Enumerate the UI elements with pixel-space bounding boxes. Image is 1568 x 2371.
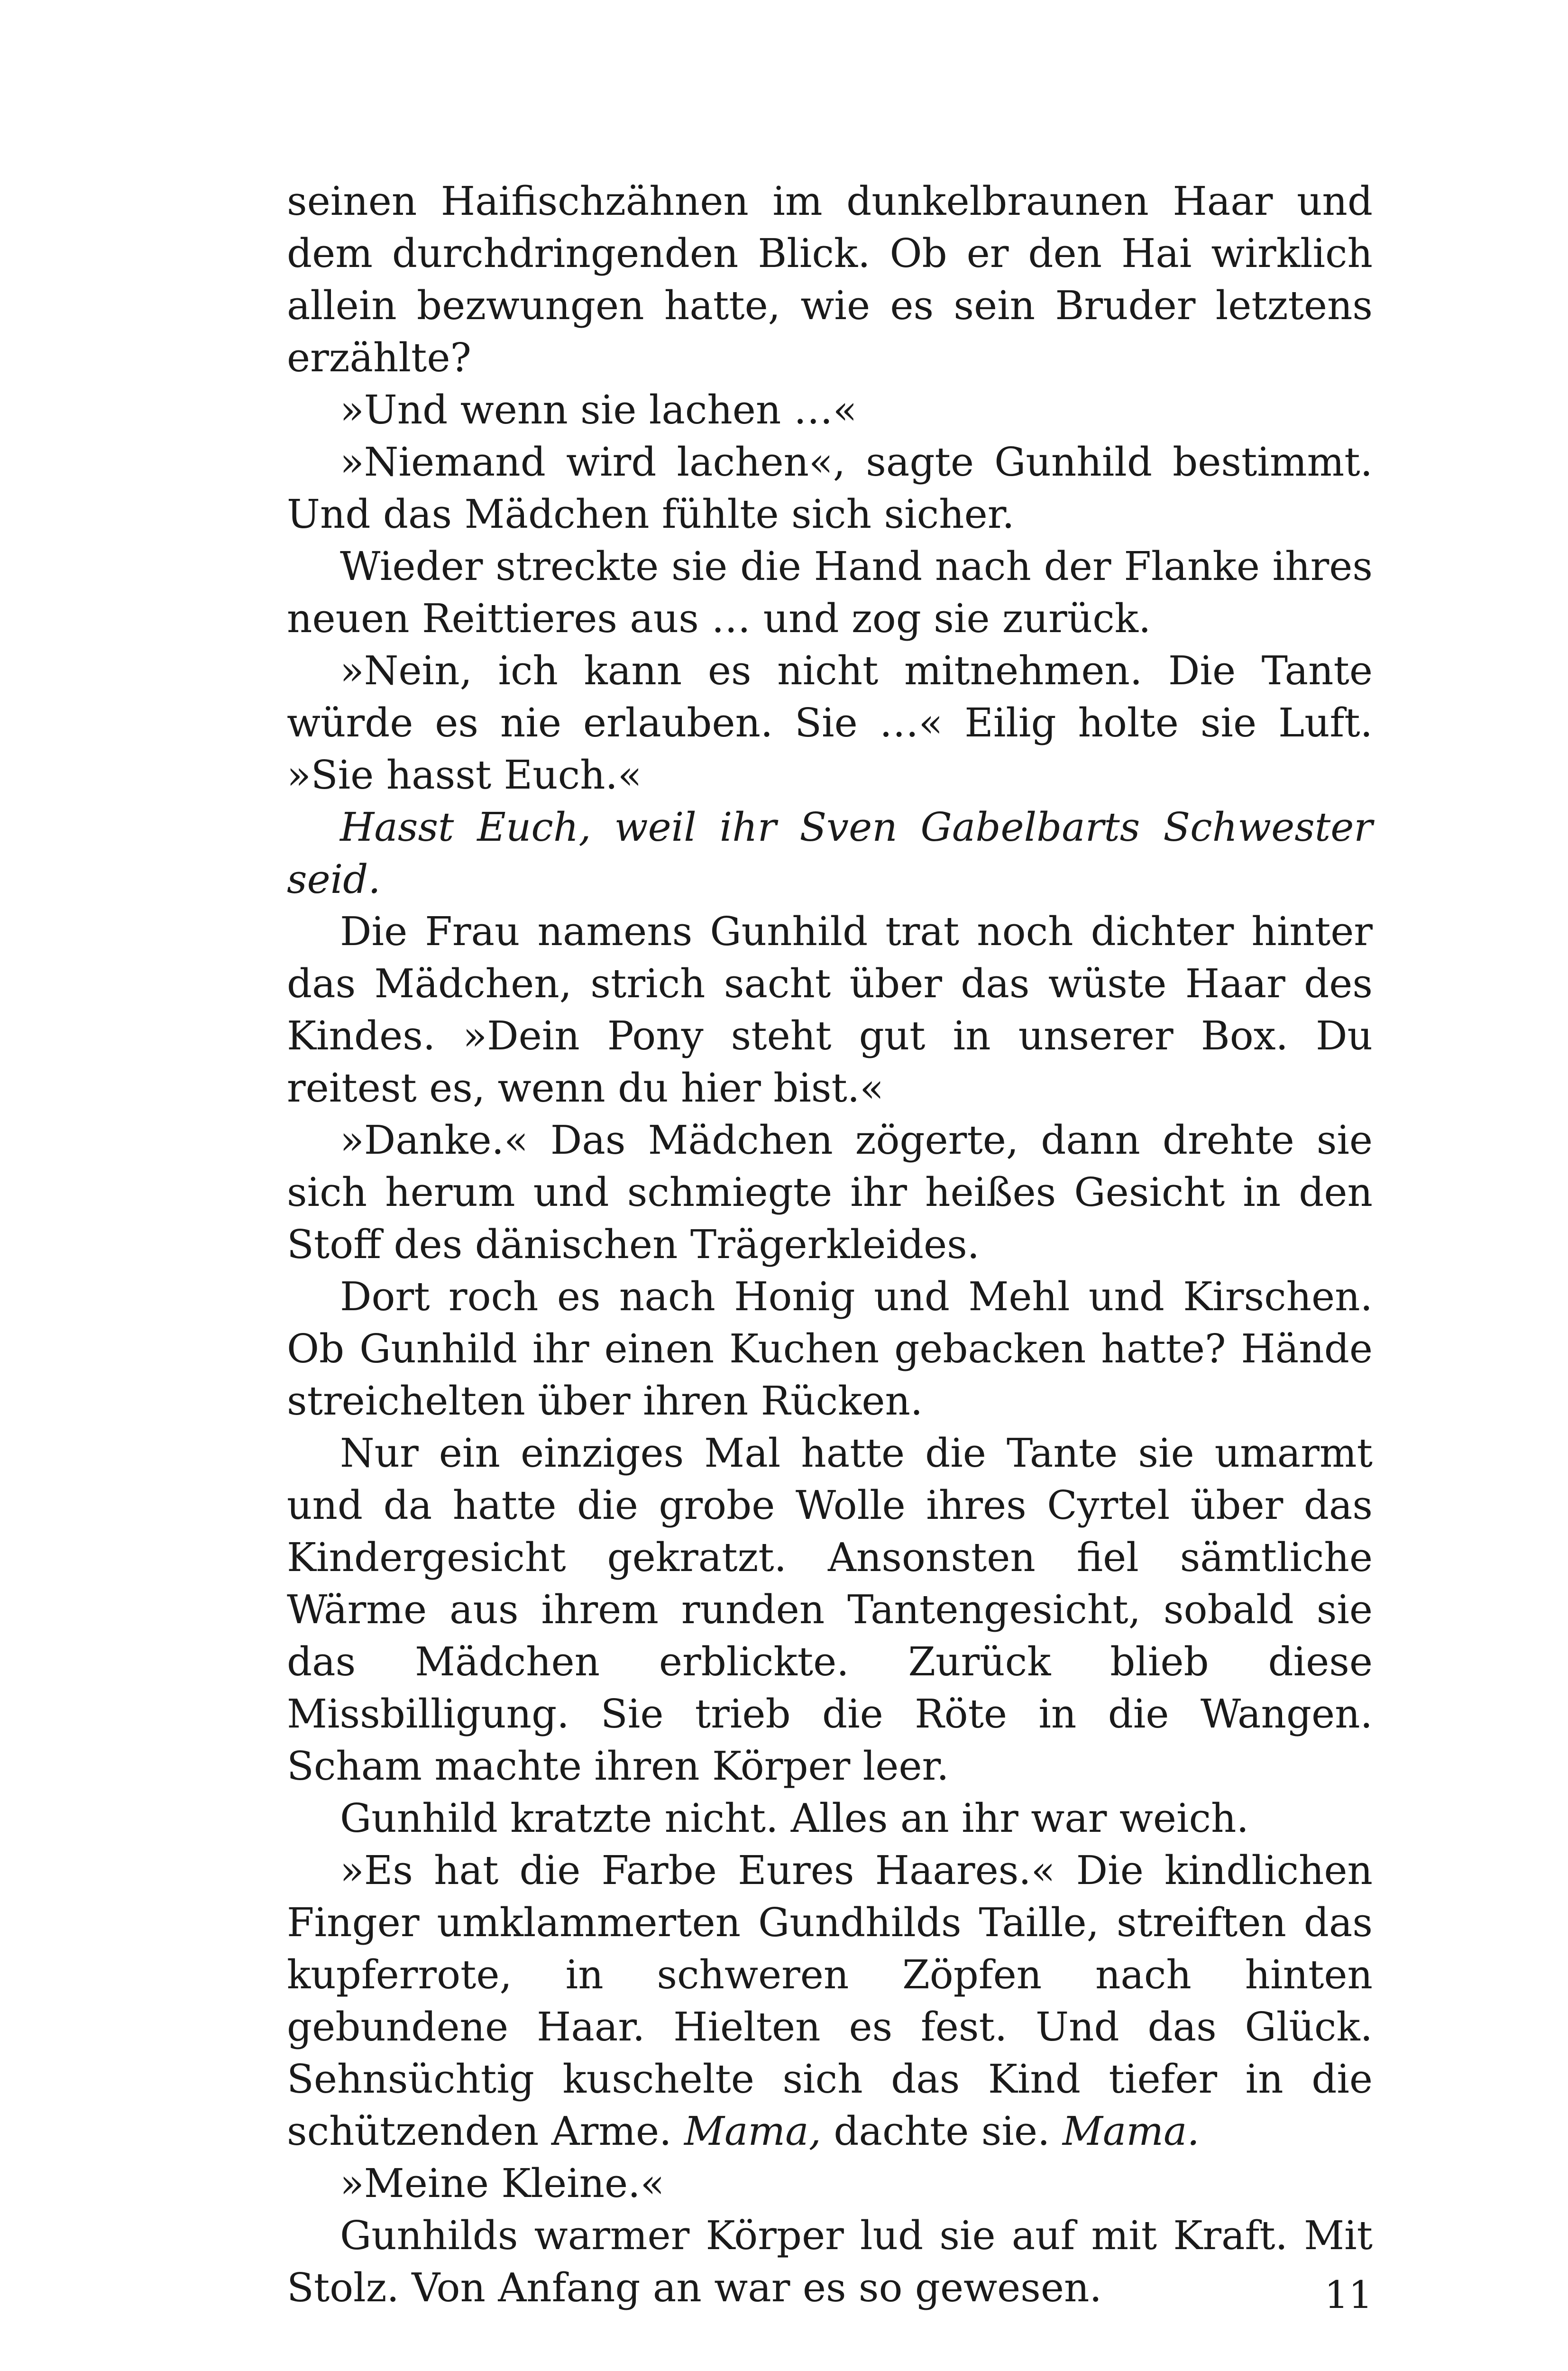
paragraph: Gunhilds warmer Körper lud sie auf mit Kraft. Mit Stolz. Von Anfang an war es so gewesen. [287, 2213, 1373, 2311]
paragraph: Wieder streckte sie die Hand nach der Flanke ihres neuen Reittieres aus … und zog sie zurück. [287, 543, 1373, 642]
body-text [287, 175, 1373, 2314]
paragraph: seinen Haifischzähnen im dunkelbraunen Haar und dem durchdringenden Blick. Ob er den Hai wirklich allein bezwungen hatte, wie es sein Bruder letztens erzählte? [287, 178, 1373, 381]
paragraph-text: dachte sie. [821, 2108, 1063, 2154]
paragraph: Nur ein einziges Mal hatte die Tante sie umarmt und da hatte die grobe Wolle ihres Cyrtel über das Kindergesicht gekratzt. Ansonsten fiel sämtliche Wärme aus ihrem runden Tantengesicht, sobald sie das Mädchen erblickte. Zurück blieb diese Missbilligung. Sie trieb die Röte in die Wangen. Scham machte ihren Körper leer. [287, 1430, 1373, 1789]
paragraph: Gunhild kratzte nicht. Alles an ihr war weich. [340, 1795, 1249, 1841]
paragraph: Dort roch es nach Honig und Mehl und Kirschen. Ob Gunhild ihr einen Kuchen gebacken hatte? Hände streichelten über ihren Rücken. [287, 1274, 1373, 1424]
italic-word: Mama. [1062, 2108, 1200, 2154]
paragraph: »Danke.« Das Mädchen zögerte, dann drehte sie sich herum und schmiegte ihr heißes Gesicht in den Stoff des dänischen Trägerkleides. [287, 1117, 1373, 1268]
paragraph: »Und wenn sie lachen …« [340, 387, 857, 433]
paragraph: »Meine Kleine.« [340, 2160, 665, 2206]
page-number: 11 [1324, 2273, 1373, 2317]
paragraph: Die Frau namens Gunhild trat noch dichter hinter das Mädchen, strich sacht über das wüste Haar des Kindes. »Dein Pony steht gut in unserer Box. Du reitest es, wenn du hier bist.« [287, 909, 1373, 1111]
italic-word: Mama, [684, 2108, 821, 2154]
italic-thought: Hasst Euch, weil ihr Sven Gabelbarts Schwester seid. [287, 804, 1373, 902]
paragraph [287, 1845, 1373, 2158]
paragraph-text: »Es hat die Farbe Eures Haares.« Die kindlichen Finger umklammerten Gundhilds Taille, streiften das kupferrote, in schweren Zöpfen nach hinten gebundene Haar. Hielten es fest. Und das Glück. Sehnsüchtig kuschelte sich das Kind tiefer in die schützenden Arme. [287, 1847, 1373, 2154]
paragraph: »Niemand wird lachen«, sagte Gunhild bestimmt. Und das Mädchen fühlte sich sicher. [287, 439, 1373, 537]
paragraph: »Nein, ich kann es nicht mitnehmen. Die Tante würde es nie erlauben. Sie …« Eilig holte sie Luft. »Sie hasst Euch.« [287, 648, 1373, 798]
